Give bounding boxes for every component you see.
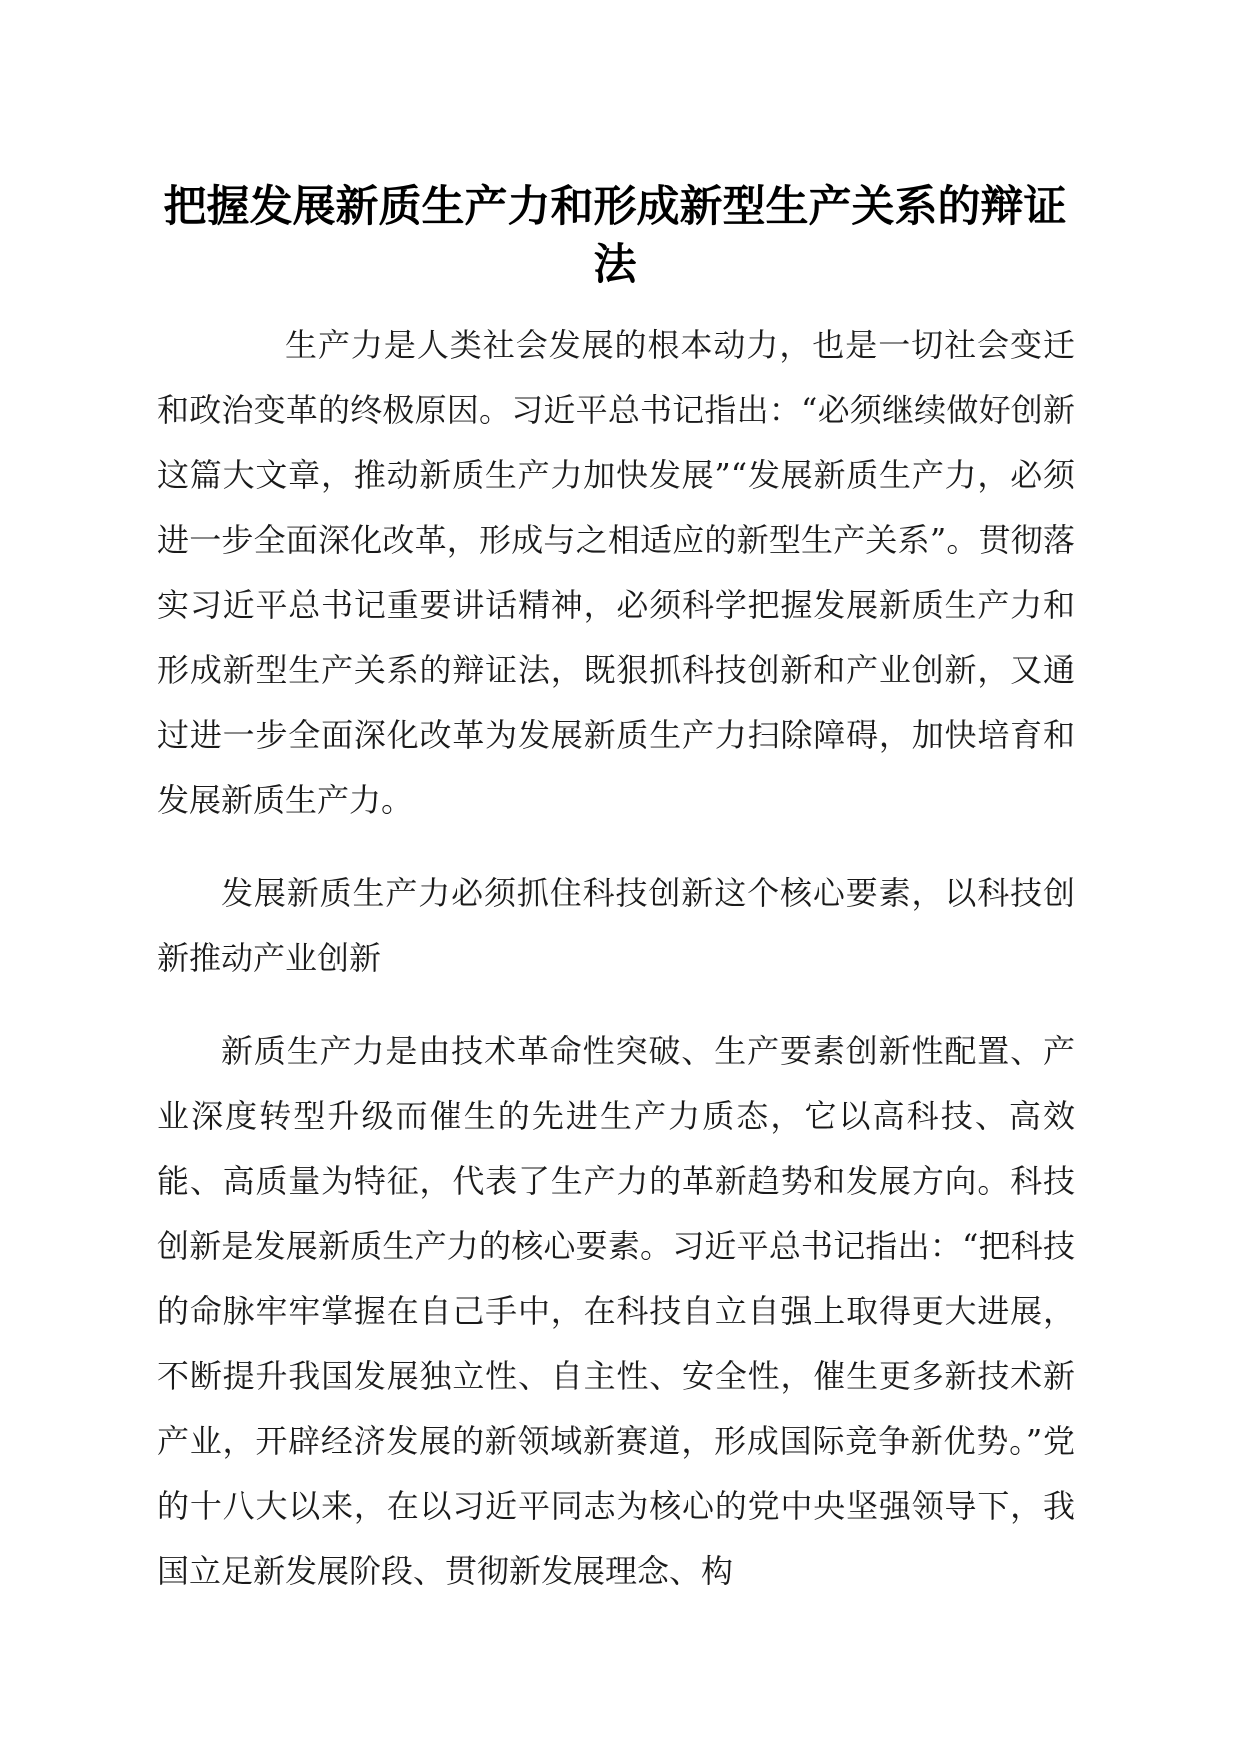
paragraph-gap — [157, 991, 1075, 1019]
body-paragraph: 新质生产力是由技术革命性突破、生产要素创新性配置、产业深度转型升级而催生的先进生产力质态，它以高科技、高效能、高质量为特征，代表了生产力的革新趋势和发展方向。科技创新是发展新质生产力的核心要素。习近平总书记指出：“把科技的命脉牢牢掌握在自己手中，在科技自立自强上取得更大进展，不断提升我国发展独立性、自主性、安全性，催生更多新技术新产业，开辟经济发展的新领域新赛道，形成国际竞争新优势。”党的十八大以来，在以习近平同志为核心的党中央坚强领导下，我国立足新发展阶段、贯彻新发展理念、构 — [157, 1032, 1075, 1590]
document-title: 把握发展新质生产力和形成新型生产关系的辩证法 — [163, 182, 1067, 290]
section-heading-paragraph: 发展新质生产力必须抓住科技创新这个核心要素，以科技创新推动产业创新 — [157, 874, 1075, 977]
document-body — [157, 313, 1075, 1604]
paragraph-gap — [157, 833, 1075, 861]
intro-paragraph: 生产力是人类社会发展的根本动力，也是一切社会变迁和政治变革的终极原因。习近平总书记指出：“必须继续做好创新这篇大文章，推动新质生产力加快发展”“发展新质生产力，必须进一步全面深化改革，形成与之相适应的新型生产关系”。贯彻落实习近平总书记重要讲话精神，必须科学把握发展新质生产力和形成新型生产关系的辩证法，既狠抓科技创新和产业创新，又通过进一步全面深化改革为发展新质生产力扫除障碍，加快培育和发展新质生产力。 — [157, 326, 1075, 819]
